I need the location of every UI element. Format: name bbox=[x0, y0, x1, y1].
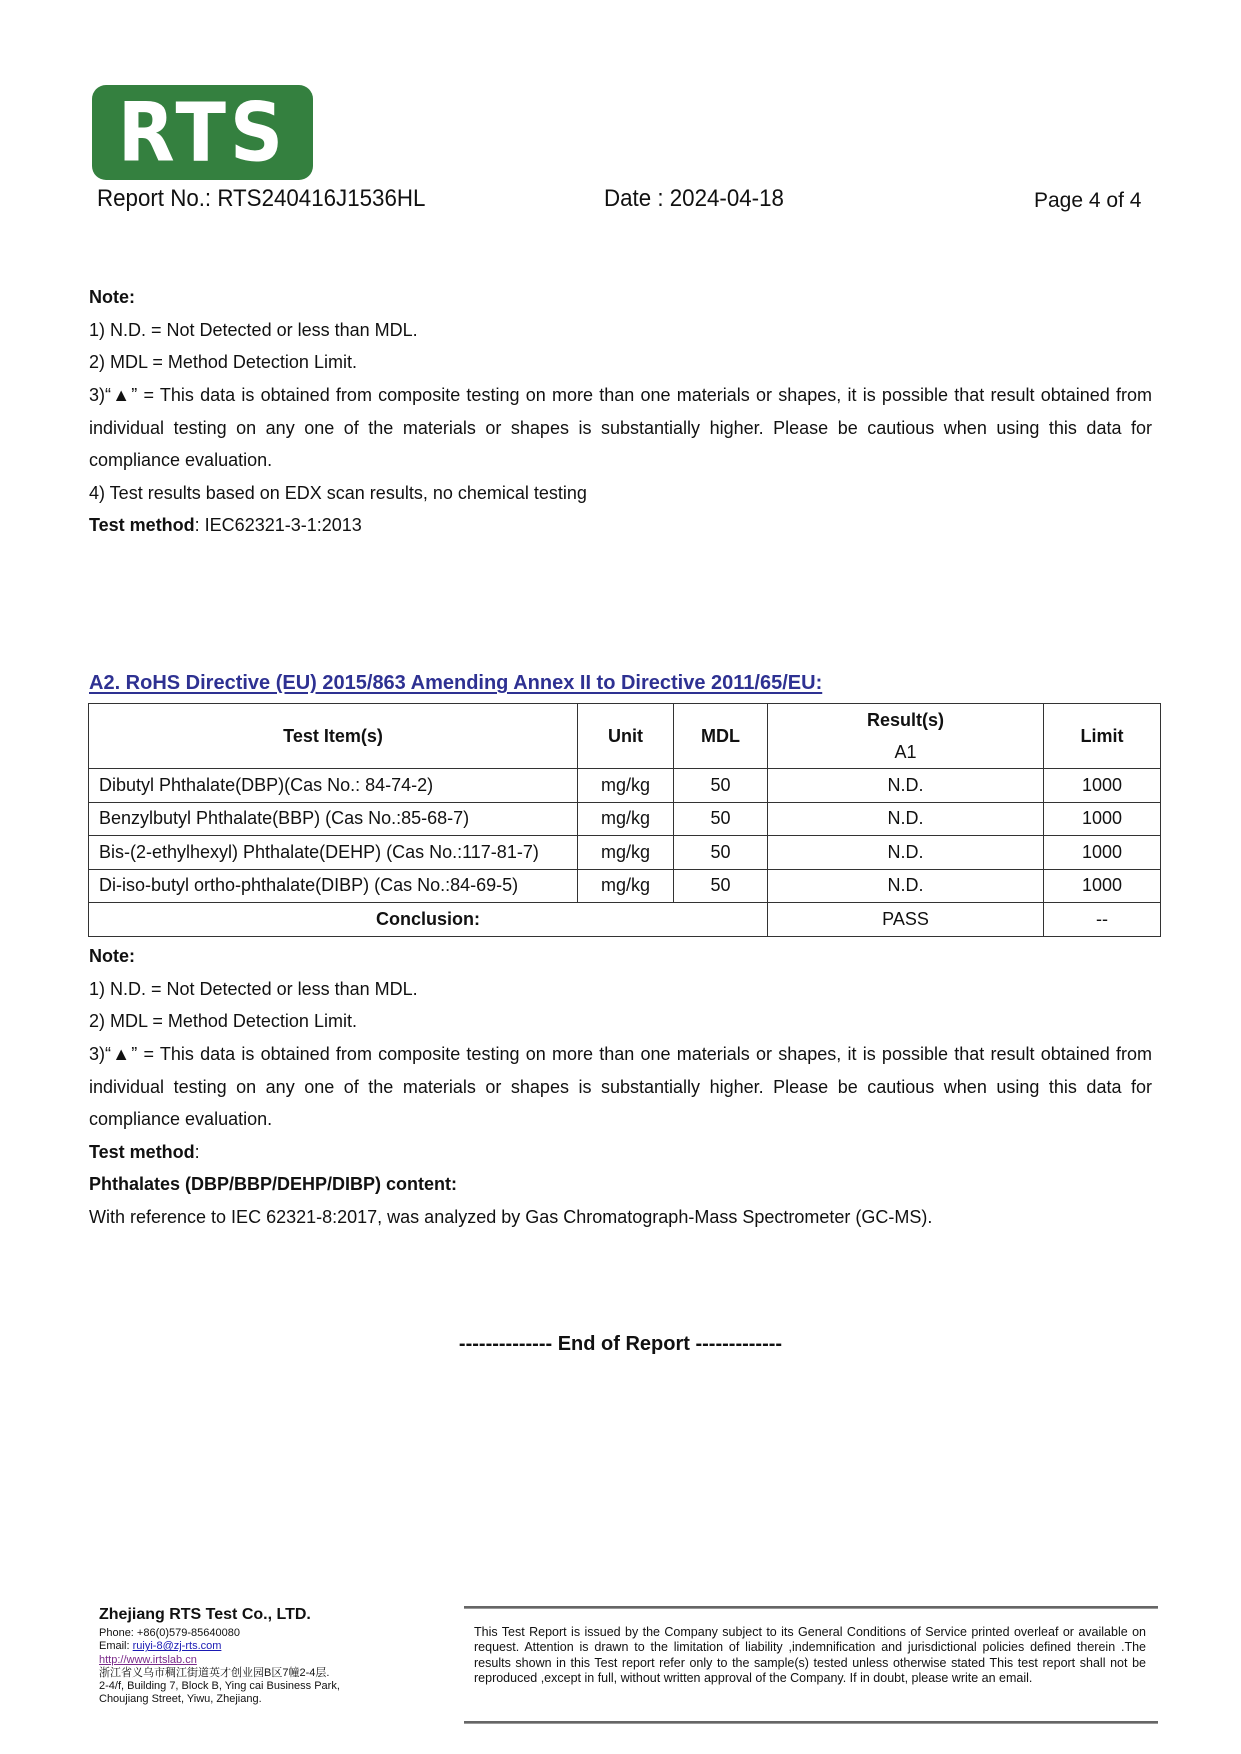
email-line bbox=[99, 1640, 340, 1653]
cell-unit: mg/kg bbox=[578, 836, 674, 870]
cell-result: N.D. bbox=[768, 769, 1044, 803]
note-item: 4) Test results based on EDX scan results, no chemical testing bbox=[89, 483, 587, 503]
table-header-row bbox=[89, 704, 1161, 769]
email-label: Email: bbox=[99, 1640, 133, 1653]
phone: Phone: +86(0)579-85640080 bbox=[99, 1627, 240, 1639]
test-method-value: : IEC62321-3-1:2013 bbox=[194, 515, 362, 535]
cell-unit: mg/kg bbox=[578, 802, 674, 836]
test-method-label: Test method bbox=[89, 515, 195, 535]
conclusion-row bbox=[89, 903, 1161, 937]
phthalates-heading: Phthalates (DBP/BBP/DEHP/DIBP) content: bbox=[89, 1174, 458, 1194]
report-date: Date : 2024-04-18 bbox=[604, 185, 784, 212]
cell-mdl: 50 bbox=[674, 869, 768, 903]
cell-result: N.D. bbox=[768, 802, 1044, 836]
col-header-test-item: Test Item(s) bbox=[89, 704, 578, 769]
cell-mdl: 50 bbox=[674, 769, 768, 803]
note-item: 3)“▲” = This data is obtained from composite testing on more than one materials or shapes, it is possible that result obtained from individual testing on any one of the materials or shapes is substantially higher. Please be cautious when using this data for compliance evaluation. bbox=[89, 1044, 1152, 1130]
cell-test-item: Bis-(2-ethylhexyl) Phthalate(DEHP) (Cas No.:117-81-7) bbox=[89, 836, 578, 870]
footer-disclaimer: This Test Report is issued by the Company subject to its General Conditions of Service printed overleaf or available on request. Attention is drawn to the limitation of liability ,indemnification and jurisdictional policies defined therein .The results shown in this Test report refer only to the sample(s) tested unless otherwise stated This test report shall not be reproduced ,except in full, without written approval of the Company. If in doubt, please write an email. bbox=[474, 1625, 1146, 1685]
cell-test-item: Benzylbutyl Phthalate(BBP) (Cas No.:85-68-7) bbox=[89, 802, 578, 836]
cell-limit: 1000 bbox=[1044, 802, 1161, 836]
col-header-results bbox=[768, 704, 1044, 769]
table-row bbox=[89, 802, 1161, 836]
test-method-suffix: : bbox=[194, 1142, 200, 1162]
cell-result: N.D. bbox=[768, 869, 1044, 903]
note-heading: Note: bbox=[89, 946, 135, 966]
company-name: Zhejiang RTS Test Co., LTD. bbox=[99, 1606, 311, 1623]
table-row bbox=[89, 769, 1161, 803]
website-link[interactable]: http://www.irtslab.cn bbox=[99, 1653, 197, 1666]
phthalates-method-text: With reference to IEC 62321-8:2017, was analyzed by Gas Chromatograph-Mass Spectrometer (GC-MS). bbox=[89, 1207, 933, 1227]
report-number: Report No.: RTS240416J1536HL bbox=[97, 185, 426, 212]
cell-result: N.D. bbox=[768, 836, 1044, 870]
logo-text: RTS bbox=[117, 85, 288, 180]
note-item: 2) MDL = Method Detection Limit. bbox=[89, 352, 357, 372]
results-sample-id: A1 bbox=[894, 742, 917, 762]
address-english-line1: 2-4/f, Building 7, Block B, Ying cai Business Park, bbox=[99, 1680, 340, 1693]
conclusion-limit: -- bbox=[1044, 903, 1161, 937]
email-link[interactable]: ruiyi-8@zj-rts.com bbox=[132, 1640, 222, 1653]
col-header-limit: Limit bbox=[1044, 704, 1161, 769]
cell-limit: 1000 bbox=[1044, 836, 1161, 870]
cell-mdl: 50 bbox=[674, 836, 768, 870]
cell-mdl: 50 bbox=[674, 802, 768, 836]
test-method bbox=[89, 509, 1152, 542]
table-row bbox=[89, 836, 1161, 870]
footer-divider-top bbox=[464, 1606, 1158, 1609]
test-method bbox=[89, 1136, 1152, 1169]
col-header-mdl: MDL bbox=[674, 704, 768, 769]
note-heading: Note: bbox=[89, 287, 135, 307]
note-item: 3)“▲” = This data is obtained from composite testing on more than one materials or shapes, it is possible that result obtained from individual testing on any one of the materials or shapes is substantially higher. Please be cautious when using this data for compliance evaluation. bbox=[89, 385, 1152, 471]
cell-limit: 1000 bbox=[1044, 869, 1161, 903]
results-label: Result(s) bbox=[866, 710, 944, 730]
page-indicator: Page 4 of 4 bbox=[1034, 189, 1142, 212]
footer-divider-bottom bbox=[464, 1721, 1158, 1724]
conclusion-result: PASS bbox=[768, 903, 1044, 937]
note-item: 1) N.D. = Not Detected or less than MDL. bbox=[89, 979, 418, 999]
cell-limit: 1000 bbox=[1044, 769, 1161, 803]
conclusion-label: Conclusion: bbox=[89, 903, 768, 937]
results-table bbox=[88, 703, 1161, 937]
company-contact bbox=[99, 1627, 340, 1707]
note-item: 2) MDL = Method Detection Limit. bbox=[89, 1011, 357, 1031]
test-method-label: Test method bbox=[89, 1142, 195, 1162]
address-chinese: 浙江省义乌市稠江街道英才创业园B区7幢2-4层. bbox=[99, 1666, 330, 1679]
cell-test-item: Di-iso-butyl ortho-phthalate(DIBP) (Cas No.:84-69-5) bbox=[89, 869, 578, 903]
cell-test-item: Dibutyl Phthalate(DBP)(Cas No.: 84-74-2) bbox=[89, 769, 578, 803]
section-title-a2: A2. RoHS Directive (EU) 2015/863 Amending Annex II to Directive 2011/65/EU: bbox=[89, 672, 823, 694]
address-english-line2: Choujiang Street, Yiwu, Zhejiang. bbox=[99, 1693, 262, 1706]
table-row bbox=[89, 869, 1161, 903]
cell-unit: mg/kg bbox=[578, 769, 674, 803]
note-item: 1) N.D. = Not Detected or less than MDL. bbox=[89, 320, 418, 340]
col-header-unit: Unit bbox=[578, 704, 674, 769]
end-of-report: -------------- End of Report ------------- bbox=[458, 1333, 783, 1355]
rts-logo bbox=[92, 85, 313, 180]
cell-unit: mg/kg bbox=[578, 869, 674, 903]
